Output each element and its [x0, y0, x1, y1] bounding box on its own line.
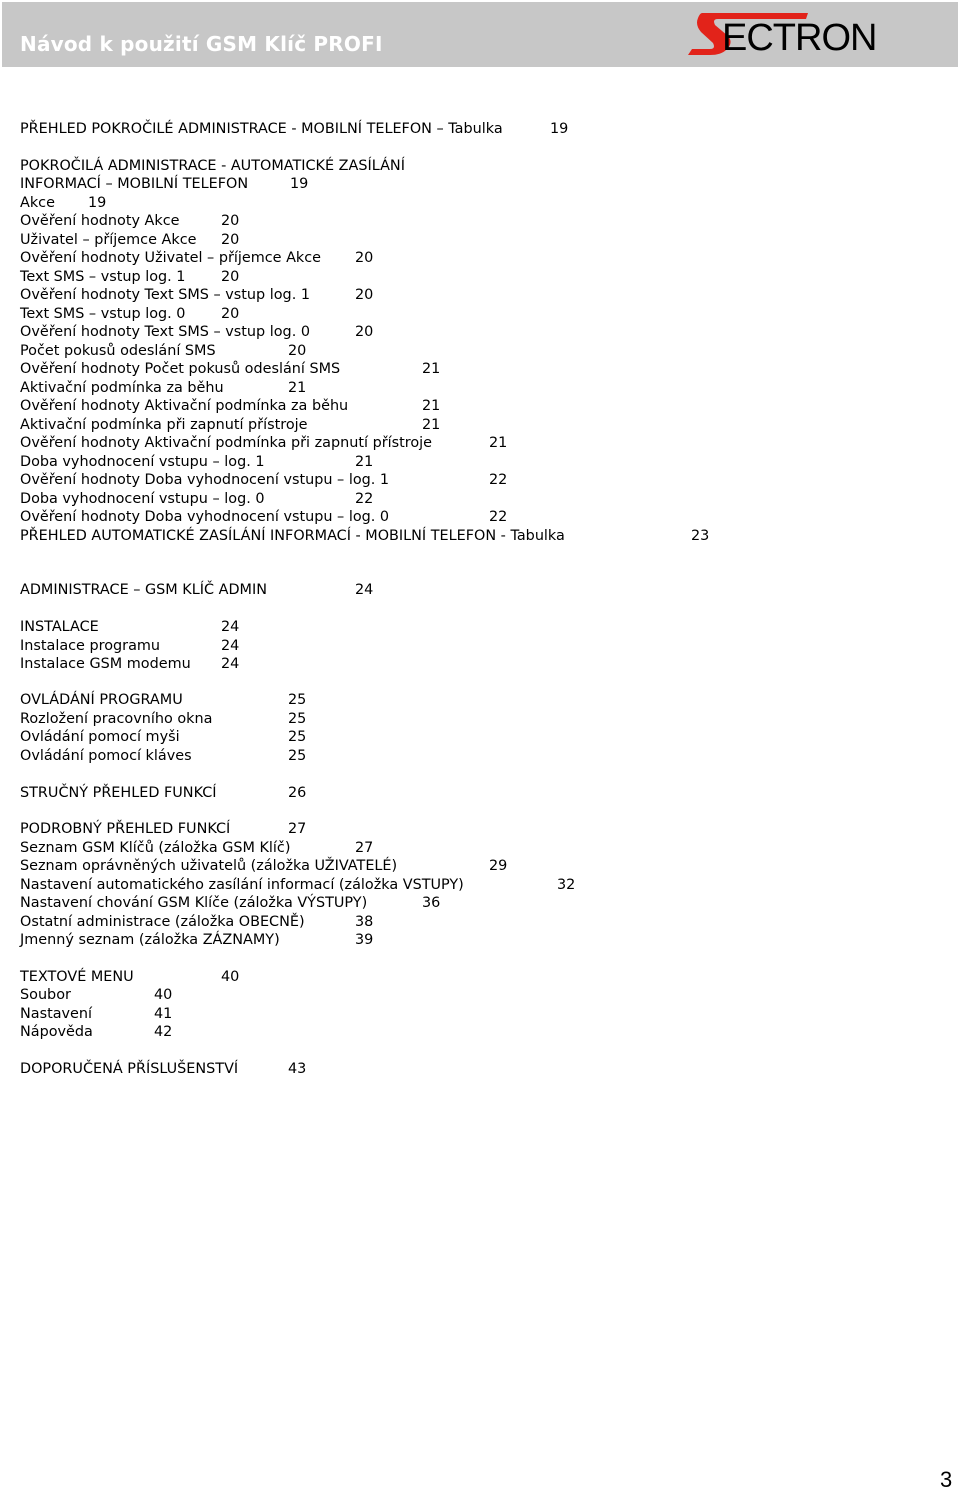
toc-entry-page: 19	[88, 195, 107, 211]
toc-entry-title: Ověření hodnoty Aktivační podmínka při zapnutí přístroje	[20, 435, 433, 451]
toc-entry-page: 20	[221, 232, 240, 248]
toc-entry-page: 20	[221, 269, 240, 285]
toc-entry-page: 21	[489, 435, 508, 451]
toc-entry-title: Doba vyhodnocení vstupu – log. 1	[20, 454, 265, 470]
toc-entry-page: 20	[221, 306, 240, 322]
toc-entry-title: Uživatel – příjemce Akce	[20, 232, 197, 248]
toc-entry-title: Ovládání pomocí kláves	[20, 748, 192, 764]
toc-entry-title: Aktivační podmínka při zapnutí přístroje	[20, 417, 308, 433]
toc-entry-page: 41	[154, 1006, 173, 1022]
toc-entry-page: 27	[288, 821, 307, 837]
toc-entry-page: 24	[221, 619, 240, 635]
toc-entry-page: 20	[355, 287, 374, 303]
toc-entry-title: Ověření hodnoty Doba vyhodnocení vstupu – log. 1	[20, 472, 390, 488]
toc-entry-page: 19	[550, 121, 569, 137]
toc-entry-title: Nastavení chování GSM Klíče (záložka VÝSTUPY)	[20, 895, 368, 911]
toc-entry-page: 20	[355, 250, 374, 266]
toc-entry-title: Ostatní administrace (záložka OBECNĚ)	[20, 914, 305, 930]
toc-entry-page: 21	[422, 417, 441, 433]
toc-entry-title: Ověření hodnoty Doba vyhodnocení vstupu – log. 0	[20, 509, 390, 525]
sectron-logo-text: ECTRON	[722, 17, 877, 59]
toc-entry-page: 22	[355, 491, 374, 507]
toc-entry-page: 19	[290, 176, 309, 192]
toc-entry-page: 27	[355, 840, 374, 856]
toc-entry-title: INSTALACE	[20, 619, 99, 635]
toc-entry-title: Nastavení	[20, 1006, 93, 1022]
toc-entry-title: Aktivační podmínka za běhu	[20, 380, 224, 396]
toc-entry-title: OVLÁDÁNÍ PROGRAMU	[20, 692, 183, 708]
toc-entry-page: 32	[557, 877, 576, 893]
toc-entry-title: ADMINISTRACE – GSM KLÍČ ADMIN	[20, 582, 267, 598]
toc-entry-page: 25	[288, 748, 307, 764]
toc-entry-page: 39	[355, 932, 374, 948]
toc-entry-page: 20	[355, 324, 374, 340]
toc-entry-title: PODROBNÝ PŘEHLED FUNKCÍ	[20, 821, 231, 837]
toc-entry-title: PŘEHLED AUTOMATICKÉ ZASÍLÁNÍ INFORMACÍ - MOBILNÍ TELEFON - Tabulka	[20, 528, 565, 544]
toc-entry-page: 25	[288, 729, 307, 745]
toc-entry-page: 21	[288, 380, 307, 396]
toc-entry-title: Ověření hodnoty Text SMS – vstup log. 0	[20, 324, 310, 340]
toc-entry-page: 20	[221, 213, 240, 229]
toc-entry-page: 20	[288, 343, 307, 359]
toc-entry-title: Ověření hodnoty Uživatel – příjemce Akce	[20, 250, 322, 266]
toc-entry-page: 21	[422, 361, 441, 377]
toc-entry-title: Seznam oprávněných uživatelů (záložka UŽIVATELÉ)	[20, 858, 398, 874]
toc-entry-page: 24	[355, 582, 374, 598]
toc-entry-page: 25	[288, 692, 307, 708]
toc-entry-title: STRUČNÝ PŘEHLED FUNKCÍ	[20, 785, 217, 801]
toc-entry-page: 40	[154, 987, 173, 1003]
toc-entry-title: Akce	[20, 195, 55, 211]
toc-entry-page: 24	[221, 638, 240, 654]
toc-entry-page: 40	[221, 969, 240, 985]
toc-entry-title: POKROČILÁ ADMINISTRACE - AUTOMATICKÉ ZASÍLÁNÍ	[20, 158, 405, 174]
toc-entry-title: Text SMS – vstup log. 0	[20, 306, 186, 322]
toc-entry-page: 26	[288, 785, 307, 801]
toc-entry-title: Nastavení automatického zasílání informací (záložka VSTUPY)	[20, 877, 464, 893]
toc-entry-page: 22	[489, 509, 508, 525]
toc-entry-title: Doba vyhodnocení vstupu – log. 0	[20, 491, 265, 507]
toc-entry-page: 43	[288, 1061, 307, 1077]
toc-entry-title: TEXTOVÉ MENU	[20, 969, 134, 985]
toc-entry-title: Rozložení pracovního okna	[20, 711, 213, 727]
toc-entry-title: Instalace programu	[20, 638, 161, 654]
toc-entry-title: INFORMACÍ – MOBILNÍ TELEFON	[20, 176, 249, 192]
toc-entry-page: 23	[691, 528, 710, 544]
toc-entry-page: 21	[422, 398, 441, 414]
toc-entry-page: 25	[288, 711, 307, 727]
toc-entry-title: Ovládání pomocí myši	[20, 729, 180, 745]
toc-entry-page: 22	[489, 472, 508, 488]
toc-entry-title: Jmenný seznam (záložka ZÁZNAMY)	[20, 932, 280, 948]
toc-entry-title: Ověření hodnoty Aktivační podmínka za běhu	[20, 398, 349, 414]
toc-entry-page: 29	[489, 858, 508, 874]
toc-entry-title: Ověření hodnoty Text SMS – vstup log. 1	[20, 287, 310, 303]
toc-entry-page: 21	[355, 454, 374, 470]
toc-entry-title: Ověření hodnoty Akce	[20, 213, 180, 229]
toc-entry-title: Soubor	[20, 987, 71, 1003]
toc-entry-title: Ověření hodnoty Počet pokusů odeslání SMS	[20, 361, 341, 377]
toc-entry-title: PŘEHLED POKROČILÉ ADMINISTRACE - MOBILNÍ TELEFON – Tabulka	[20, 121, 503, 137]
toc-entry-title: Instalace GSM modemu	[20, 656, 191, 672]
page-number: 3	[940, 1467, 953, 1492]
toc-entry-title: Seznam GSM Klíčů (záložka GSM Klíč)	[20, 840, 291, 856]
toc-entry-page: 24	[221, 656, 240, 672]
toc-entry-page: 36	[422, 895, 441, 911]
toc-entry-title: Počet pokusů odeslání SMS	[20, 343, 216, 359]
document-title: Návod k použití GSM Klíč PROFI	[20, 32, 383, 56]
toc-entry-page: 42	[154, 1024, 173, 1040]
toc-entry-title: Nápověda	[20, 1024, 93, 1040]
toc-entry-page: 38	[355, 914, 374, 930]
toc-entry-title: DOPORUČENÁ PŘÍSLUŠENSTVÍ	[20, 1061, 239, 1077]
toc-entry-title: Text SMS – vstup log. 1	[20, 269, 186, 285]
